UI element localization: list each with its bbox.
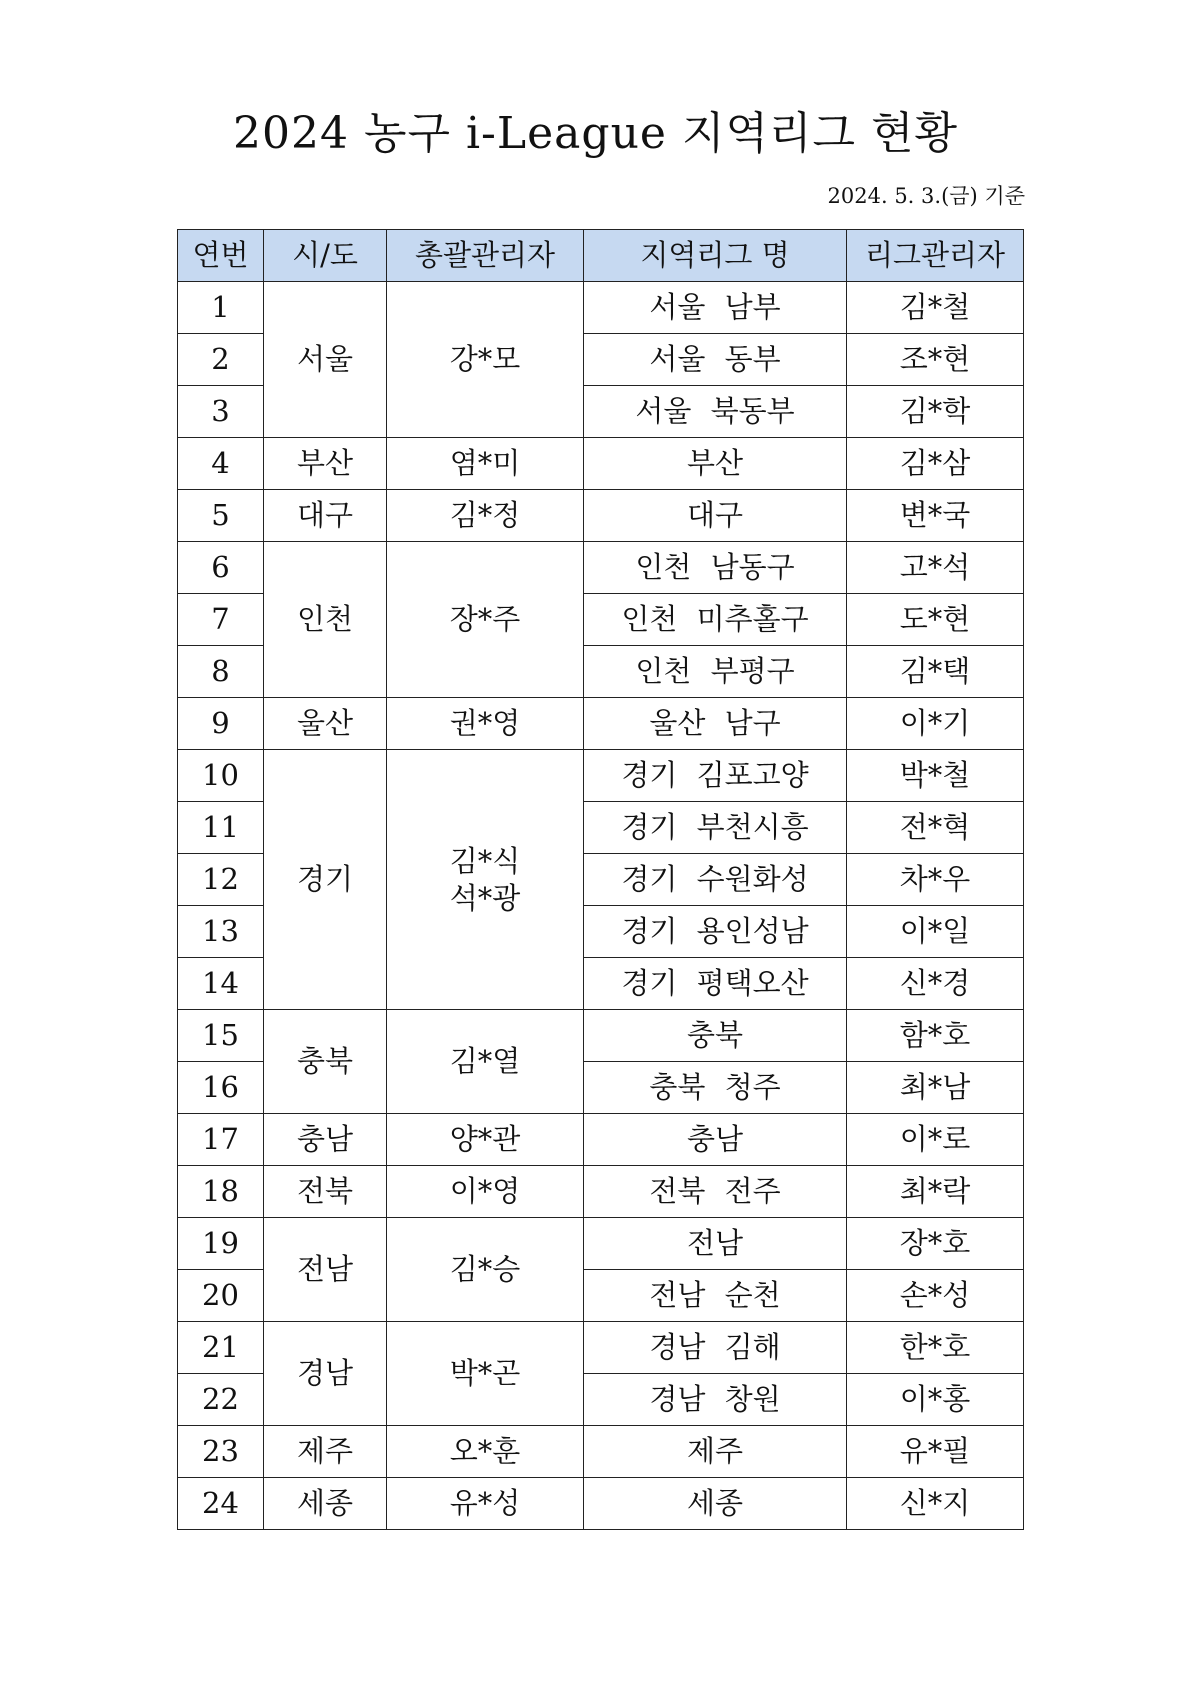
as-of-date: 2024. 5. 3.(금) 기준 bbox=[827, 184, 1025, 208]
table-row bbox=[178, 1166, 1024, 1218]
league-manager-cell: 이*기 bbox=[847, 698, 1024, 750]
row-number: 16 bbox=[178, 1062, 264, 1114]
general-manager-cell bbox=[387, 282, 584, 438]
general-manager-cell bbox=[387, 1114, 584, 1166]
league-manager-cell: 전*혁 bbox=[847, 802, 1024, 854]
league-manager-cell: 김*철 bbox=[847, 282, 1024, 334]
table-row bbox=[178, 438, 1024, 490]
league-manager-cell: 이*로 bbox=[847, 1114, 1024, 1166]
league-manager-cell: 조*현 bbox=[847, 334, 1024, 386]
general-manager-name: 양*관 bbox=[449, 1122, 521, 1157]
row-number: 20 bbox=[178, 1270, 264, 1322]
league-name-cell: 충북 청주 bbox=[584, 1062, 847, 1114]
header-no: 연번 bbox=[178, 230, 264, 282]
league-manager-cell: 신*지 bbox=[847, 1478, 1024, 1530]
league-manager-cell: 김*삼 bbox=[847, 438, 1024, 490]
general-manager-cell bbox=[387, 698, 584, 750]
table-body bbox=[178, 282, 1024, 1530]
league-name-cell: 경기 수원화성 bbox=[584, 854, 847, 906]
general-manager-name: 염*미 bbox=[449, 446, 521, 481]
general-manager-name: 이*영 bbox=[449, 1174, 521, 1209]
general-manager-name: 권*영 bbox=[449, 706, 521, 741]
row-number: 10 bbox=[178, 750, 264, 802]
general-manager-name: 오*훈 bbox=[449, 1434, 521, 1469]
league-manager-cell: 한*호 bbox=[847, 1322, 1024, 1374]
league-manager-cell: 박*철 bbox=[847, 750, 1024, 802]
row-number: 6 bbox=[178, 542, 264, 594]
league-name-cell: 제주 bbox=[584, 1426, 847, 1478]
region-cell: 서울 bbox=[264, 282, 387, 438]
row-number: 18 bbox=[178, 1166, 264, 1218]
league-name-cell: 세종 bbox=[584, 1478, 847, 1530]
table-row bbox=[178, 1322, 1024, 1374]
general-manager-name: 석*광 bbox=[449, 880, 521, 915]
league-status-table bbox=[177, 229, 1024, 1530]
league-name-cell: 경남 창원 bbox=[584, 1374, 847, 1426]
table-row bbox=[178, 1218, 1024, 1270]
general-manager-name: 김*식 bbox=[449, 844, 521, 879]
league-name-cell: 전북 전주 bbox=[584, 1166, 847, 1218]
table-row bbox=[178, 1010, 1024, 1062]
table-row bbox=[178, 698, 1024, 750]
league-manager-cell: 최*락 bbox=[847, 1166, 1024, 1218]
general-manager-name: 김*열 bbox=[449, 1044, 521, 1079]
general-manager-cell bbox=[387, 438, 584, 490]
league-name-cell: 경남 김해 bbox=[584, 1322, 847, 1374]
general-manager-cell bbox=[387, 1218, 584, 1322]
row-number: 15 bbox=[178, 1010, 264, 1062]
league-manager-cell: 유*필 bbox=[847, 1426, 1024, 1478]
league-manager-cell: 함*호 bbox=[847, 1010, 1024, 1062]
region-cell: 울산 bbox=[264, 698, 387, 750]
region-cell: 경기 bbox=[264, 750, 387, 1010]
row-number: 19 bbox=[178, 1218, 264, 1270]
league-name-cell: 전남 순천 bbox=[584, 1270, 847, 1322]
row-number: 5 bbox=[178, 490, 264, 542]
row-number: 17 bbox=[178, 1114, 264, 1166]
table-row bbox=[178, 490, 1024, 542]
table-row bbox=[178, 282, 1024, 334]
row-number: 2 bbox=[178, 334, 264, 386]
league-name-cell: 서울 북동부 bbox=[584, 386, 847, 438]
table-header bbox=[178, 230, 1024, 282]
league-name-cell: 경기 김포고양 bbox=[584, 750, 847, 802]
row-number: 24 bbox=[178, 1478, 264, 1530]
region-cell: 세종 bbox=[264, 1478, 387, 1530]
league-name-cell: 서울 남부 bbox=[584, 282, 847, 334]
header-general-manager: 총괄관리자 bbox=[387, 230, 584, 282]
table-row bbox=[178, 1114, 1024, 1166]
table-row bbox=[178, 1426, 1024, 1478]
row-number: 3 bbox=[178, 386, 264, 438]
row-number: 4 bbox=[178, 438, 264, 490]
general-manager-cell bbox=[387, 1166, 584, 1218]
row-number: 21 bbox=[178, 1322, 264, 1374]
row-number: 22 bbox=[178, 1374, 264, 1426]
general-manager-cell bbox=[387, 1010, 584, 1114]
region-cell: 전북 bbox=[264, 1166, 387, 1218]
league-manager-cell: 김*택 bbox=[847, 646, 1024, 698]
region-cell: 부산 bbox=[264, 438, 387, 490]
header-league-manager: 리그관리자 bbox=[847, 230, 1024, 282]
league-manager-cell: 김*학 bbox=[847, 386, 1024, 438]
header-region: 시/도 bbox=[264, 230, 387, 282]
table-row bbox=[178, 1478, 1024, 1530]
general-manager-cell bbox=[387, 490, 584, 542]
region-cell: 인천 bbox=[264, 542, 387, 698]
league-manager-cell: 도*현 bbox=[847, 594, 1024, 646]
general-manager-cell bbox=[387, 1322, 584, 1426]
general-manager-name: 김*승 bbox=[449, 1252, 521, 1287]
league-name-cell: 경기 용인성남 bbox=[584, 906, 847, 958]
general-manager-name: 유*성 bbox=[449, 1486, 521, 1521]
league-name-cell: 서울 동부 bbox=[584, 334, 847, 386]
row-number: 12 bbox=[178, 854, 264, 906]
league-manager-cell: 손*성 bbox=[847, 1270, 1024, 1322]
league-name-cell: 인천 부평구 bbox=[584, 646, 847, 698]
league-name-cell: 인천 미추홀구 bbox=[584, 594, 847, 646]
region-cell: 경남 bbox=[264, 1322, 387, 1426]
region-cell: 대구 bbox=[264, 490, 387, 542]
league-name-cell: 전남 bbox=[584, 1218, 847, 1270]
league-name-cell: 충북 bbox=[584, 1010, 847, 1062]
league-manager-cell: 장*호 bbox=[847, 1218, 1024, 1270]
league-name-cell: 대구 bbox=[584, 490, 847, 542]
league-manager-cell: 차*우 bbox=[847, 854, 1024, 906]
league-manager-cell: 이*일 bbox=[847, 906, 1024, 958]
league-name-cell: 경기 평택오산 bbox=[584, 958, 847, 1010]
league-manager-cell: 이*홍 bbox=[847, 1374, 1024, 1426]
region-cell: 전남 bbox=[264, 1218, 387, 1322]
league-name-cell: 경기 부천시흥 bbox=[584, 802, 847, 854]
league-manager-cell: 고*석 bbox=[847, 542, 1024, 594]
league-name-cell: 부산 bbox=[584, 438, 847, 490]
general-manager-cell bbox=[387, 1426, 584, 1478]
header-league-name: 지역리그 명 bbox=[584, 230, 847, 282]
general-manager-name: 강*모 bbox=[449, 342, 521, 377]
general-manager-name: 박*곤 bbox=[449, 1356, 521, 1391]
header-row bbox=[178, 230, 1024, 282]
general-manager-name: 김*정 bbox=[449, 498, 521, 533]
region-cell: 충남 bbox=[264, 1114, 387, 1166]
row-number: 11 bbox=[178, 802, 264, 854]
page-title: 2024 농구 i-League 지역리그 현황 bbox=[233, 108, 958, 159]
league-manager-cell: 최*남 bbox=[847, 1062, 1024, 1114]
region-cell: 충북 bbox=[264, 1010, 387, 1114]
league-name-cell: 울산 남구 bbox=[584, 698, 847, 750]
league-manager-cell: 신*경 bbox=[847, 958, 1024, 1010]
row-number: 23 bbox=[178, 1426, 264, 1478]
league-name-cell: 인천 남동구 bbox=[584, 542, 847, 594]
row-number: 1 bbox=[178, 282, 264, 334]
league-manager-cell: 변*국 bbox=[847, 490, 1024, 542]
league-name-cell: 충남 bbox=[584, 1114, 847, 1166]
row-number: 7 bbox=[178, 594, 264, 646]
general-manager-cell bbox=[387, 542, 584, 698]
table-row bbox=[178, 750, 1024, 802]
general-manager-cell bbox=[387, 1478, 584, 1530]
general-manager-cell bbox=[387, 750, 584, 1010]
row-number: 9 bbox=[178, 698, 264, 750]
general-manager-name: 장*주 bbox=[449, 602, 521, 637]
row-number: 8 bbox=[178, 646, 264, 698]
table-row bbox=[178, 542, 1024, 594]
row-number: 14 bbox=[178, 958, 264, 1010]
row-number: 13 bbox=[178, 906, 264, 958]
region-cell: 제주 bbox=[264, 1426, 387, 1478]
